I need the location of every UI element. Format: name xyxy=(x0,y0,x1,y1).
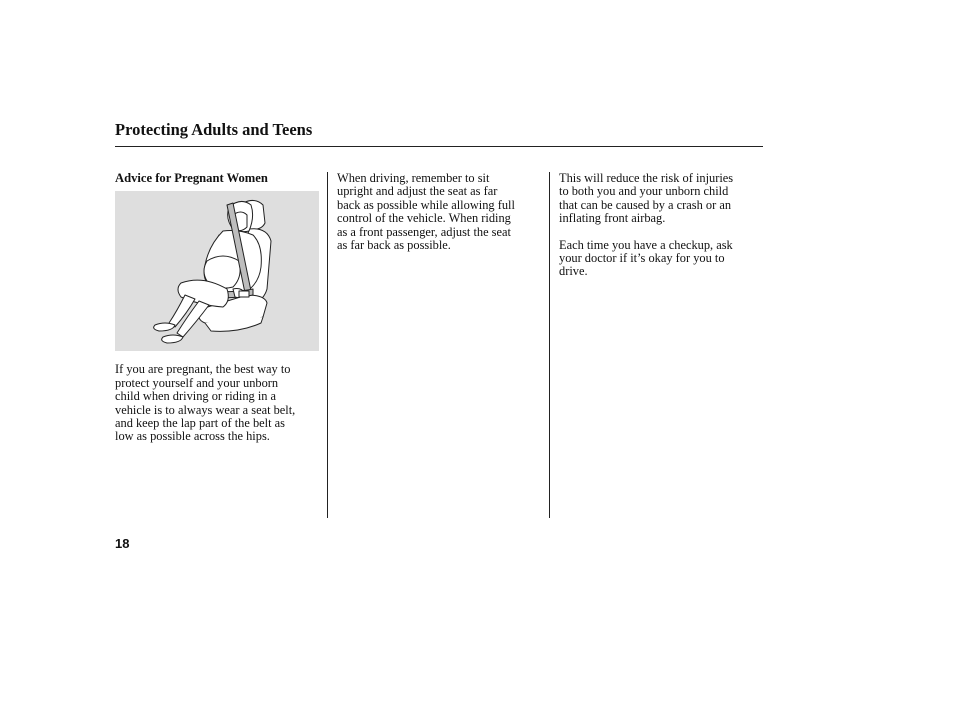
paragraph-line: back as possible while allowing full xyxy=(337,197,515,212)
page-title: Protecting Adults and Teens xyxy=(115,120,313,139)
paragraph-line: control of the vehicle. When riding xyxy=(337,211,511,226)
column-left xyxy=(115,172,317,457)
column-divider-right xyxy=(549,172,550,518)
paragraph-line: as far back as possible. xyxy=(337,238,451,253)
paragraph-line: upright and adjust the seat as far xyxy=(337,184,498,199)
seat-position-paragraph xyxy=(337,172,539,252)
paragraph-line: to both you and your unborn child xyxy=(559,184,729,199)
subheading: Advice for Pregnant Women xyxy=(115,171,268,185)
paragraph-line: This will reduce the risk of injuries xyxy=(559,171,734,185)
paragraph-line: Each time you have a checkup, ask xyxy=(559,237,733,252)
doctor-checkup-paragraph xyxy=(559,239,763,279)
injury-risk-paragraph xyxy=(559,172,763,226)
paragraph-line: vehicle is to always wear a seat belt, xyxy=(115,402,296,417)
pregnancy-seatbelt-paragraph xyxy=(115,363,317,443)
paragraph-line: your doctor if it’s okay for you to xyxy=(559,251,725,266)
pregnant-woman-seatbelt-illustration xyxy=(115,191,319,351)
paragraph-line: and keep the lap part of the belt as xyxy=(115,416,285,431)
title-divider xyxy=(115,146,763,147)
paragraph-line: child when driving or riding in a xyxy=(115,389,277,404)
paragraph-line: If you are pregnant, the best way to xyxy=(115,362,291,377)
column-divider-left xyxy=(327,172,328,518)
page-number: 18 xyxy=(115,536,130,551)
paragraph-line: as a front passenger, adjust the seat xyxy=(337,224,511,239)
column-middle xyxy=(337,172,539,265)
paragraph-line: low as possible across the hips. xyxy=(115,429,270,444)
column-right xyxy=(559,172,763,292)
paragraph-line: drive. xyxy=(559,264,588,279)
paragraph-line: that can be caused by a crash or an xyxy=(559,197,732,212)
paragraph-line: protect yourself and your unborn xyxy=(115,375,279,390)
paragraph-line: When driving, remember to sit xyxy=(337,171,490,185)
paragraph-line: inflating front airbag. xyxy=(559,211,666,226)
